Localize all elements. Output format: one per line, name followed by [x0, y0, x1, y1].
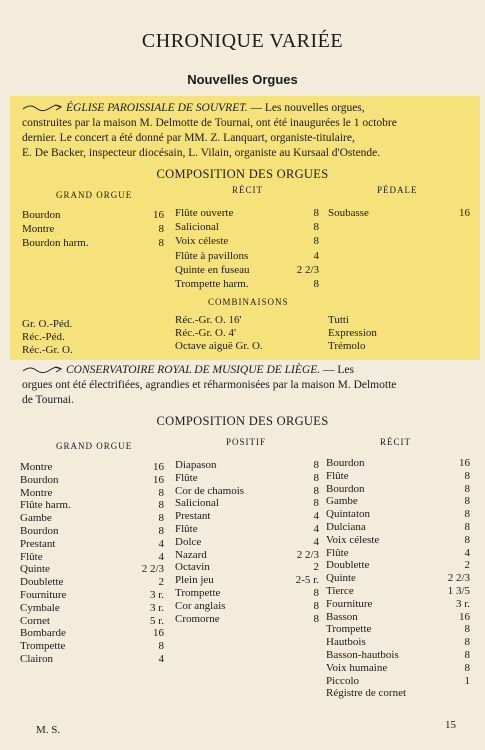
stop-size: 4	[158, 653, 164, 665]
stop-size: 8	[313, 235, 319, 248]
stop-size: 2 2/3	[447, 572, 470, 585]
stop-size: 4	[158, 537, 164, 550]
stop-name: Trompette	[20, 640, 66, 653]
stop-name: Salicional	[175, 497, 219, 510]
stop-name: Bombarde	[20, 627, 66, 640]
souvret-composition-title: COMPOSITION DES ORGUES	[156, 167, 329, 181]
stop-size: 4	[313, 510, 319, 523]
stop-name: Plein jeu	[175, 574, 214, 587]
stop-name: Doublette	[326, 559, 370, 572]
stop-size: 8	[464, 649, 470, 661]
stop-name: Diapason	[175, 459, 217, 471]
liege-col-positif: POSITIF	[226, 437, 267, 447]
souvret-text: — Les nouvelles orgues,	[250, 102, 365, 114]
stop-size: 8	[464, 508, 470, 521]
stop-size: 4	[313, 523, 319, 535]
liege-text: — Les	[322, 364, 354, 376]
combinaison-item: Réc.-Gr. O. 4'	[175, 327, 236, 339]
stop-size: 8	[158, 237, 164, 249]
stop-size: 16	[153, 473, 164, 486]
stop-name: Trompette	[326, 623, 372, 636]
stop-name: Doublette	[20, 576, 64, 589]
stop-name: Cromorne	[175, 612, 220, 625]
stop-name: Flûte	[326, 546, 349, 559]
stop-size: 8	[313, 612, 319, 625]
stop-size: 8	[464, 495, 470, 508]
stop-size: 8	[313, 207, 319, 219]
stop-name: Quinte	[20, 563, 50, 576]
stop-size: 8	[313, 221, 319, 234]
stop-size: 8	[158, 512, 164, 525]
stop-size: 4	[464, 546, 470, 559]
stop-size: 2	[464, 559, 470, 572]
stop-name: Tierce	[326, 585, 354, 597]
stop-name: Salicional	[175, 221, 219, 234]
stop-name: Quinte	[326, 572, 356, 585]
stop-name: Prestant	[20, 537, 56, 550]
footer-initials: M. S.	[36, 724, 61, 736]
stop-name: Flûte	[175, 471, 198, 484]
combinaison-item: Tutti	[328, 314, 350, 326]
stop-size: 2 2/3	[141, 563, 164, 576]
stop-name: Soubasse	[328, 207, 369, 219]
stop-size: 8	[313, 278, 319, 290]
combinaison-item: Gr. O.-Péd.	[22, 318, 73, 330]
stop-size: 16	[459, 457, 470, 469]
stop-name: Dulciana	[326, 521, 366, 533]
stop-name: Nazard	[175, 548, 207, 561]
stop-size: 8	[464, 623, 470, 636]
stop-name: Gambe	[20, 512, 52, 525]
souvret-combinaisons-title: COMBINAISONS	[208, 297, 289, 307]
liege-col-grand: GRAND ORGUE	[56, 441, 133, 451]
liege-col-recit: RÉCIT	[380, 437, 411, 447]
stop-name: Quinte en fuseau	[175, 263, 250, 276]
stop-name: Voix céleste	[326, 533, 380, 546]
stop-size: 8	[464, 469, 470, 482]
stop-size: 8	[313, 497, 319, 510]
stop-size: 2	[313, 561, 319, 574]
stop-name: Flûte	[20, 550, 43, 563]
stop-name: Flûte harm.	[20, 499, 71, 512]
stop-name: Bourdon	[20, 525, 59, 537]
stop-name: Cor anglais	[175, 599, 226, 612]
stop-size: 16	[459, 207, 470, 219]
stop-size: 4	[158, 550, 164, 563]
stop-size: 3 r.	[455, 597, 470, 610]
stop-name: Cornet	[20, 614, 50, 627]
combinaison-item: Réc.-Gr. O. 16'	[175, 314, 242, 326]
stop-name: Prestant	[175, 510, 211, 523]
stop-size: 8	[313, 599, 319, 612]
stop-name: Piccolo	[326, 674, 359, 687]
stop-name: Flûte ouverte	[175, 207, 234, 219]
stop-size: 8	[158, 640, 164, 653]
stop-size: 8	[158, 223, 164, 235]
combinaison-item: Expression	[328, 327, 377, 339]
combinaison-item: Réc.-Péd.	[22, 331, 65, 343]
stop-size: 5 r.	[149, 614, 164, 627]
stop-name: Flûte à pavillons	[175, 249, 249, 262]
souvret-col-pedale: PÉDALE	[377, 185, 418, 195]
stop-size: 8	[158, 525, 164, 537]
stop-name: Montre	[22, 223, 55, 235]
stop-name: Dolce	[175, 535, 202, 548]
souvret-paragraph	[22, 101, 470, 161]
combinaison-item: Réc.-Gr. O.	[22, 344, 73, 356]
souvret-line: construites par la maison M. Delmotte de Tournai, ont été inaugurées le 1 octobre	[22, 117, 397, 129]
stop-name: Quintaton	[326, 508, 370, 521]
stop-name: Régistre de cornet	[326, 687, 407, 700]
liege-paragraph	[22, 363, 470, 408]
stop-name: Basson	[326, 610, 358, 623]
combinaison-item: Trémolo	[328, 340, 366, 352]
stop-size: 8	[313, 471, 319, 484]
stop-name: Basson-hautbois	[326, 649, 399, 661]
stop-size: 8	[464, 636, 470, 649]
stop-name: Octavin	[175, 561, 210, 574]
stop-name: Voix humaine	[326, 661, 388, 674]
stop-size: 1	[464, 674, 470, 687]
stop-size: 8	[313, 587, 319, 599]
stop-name: Bourdon	[326, 482, 365, 495]
stop-size: 4	[313, 249, 319, 262]
stop-size: 8	[464, 521, 470, 533]
stop-name: Cor de chamois	[175, 484, 245, 497]
stop-size: 16	[153, 627, 164, 640]
combinaison-item: Octave aiguë Gr. O.	[175, 340, 263, 352]
stop-size: 2-5 r.	[295, 574, 319, 587]
stop-size: 3 r.	[149, 601, 164, 614]
stop-name: Bourdon	[20, 473, 59, 486]
stop-name: Bourdon harm.	[22, 237, 89, 249]
stop-size: 8	[464, 482, 470, 495]
stop-size: 8	[158, 499, 164, 512]
stop-size: 2 2/3	[296, 548, 319, 561]
stop-size: 16	[153, 461, 164, 473]
stop-size: 1 3/5	[447, 585, 470, 597]
stop-name: Gambe	[326, 495, 358, 508]
souvret-line: dernier. Le concert a été donné par MM. Z. Lanquart, organiste-titulaire,	[22, 132, 355, 144]
liege-composition-title: COMPOSITION DES ORGUES	[156, 414, 329, 428]
stop-name: Hautbois	[326, 636, 366, 649]
stop-name: Fourniture	[326, 597, 373, 610]
stop-name: Fourniture	[20, 589, 67, 601]
stop-size: 8	[158, 486, 164, 499]
stop-name: Voix céleste	[175, 235, 229, 248]
stop-size: 2 2/3	[296, 263, 319, 276]
stop-name: Trompette harm.	[175, 278, 249, 290]
stop-size: 2	[158, 576, 164, 589]
liege-line: orgues ont été électrifiées, agrandies et réharmonisées par la maison M. Delmotte	[22, 379, 397, 391]
liege-heading: CONSERVATOIRE ROYAL DE MUSIQUE DE LIÈGE.	[66, 364, 321, 376]
stop-size: 4	[313, 535, 319, 548]
ornament-squiggle-icon	[22, 366, 62, 374]
stop-size: 3 r.	[149, 589, 164, 601]
liege-line: de Tournai.	[22, 394, 74, 406]
stop-name: Montre	[20, 461, 53, 473]
stop-name: Flûte	[175, 523, 198, 535]
souvret-col-grand: GRAND ORGUE	[56, 190, 133, 200]
stop-size: 8	[464, 533, 470, 546]
stop-name: Cymbale	[20, 601, 60, 614]
stop-size: 16	[459, 610, 470, 623]
page-number: 15	[445, 719, 456, 731]
souvret-line: E. De Backer, inspecteur diocésain, L. Vilain, organiste au Kursaal d'Ostende.	[22, 147, 381, 159]
stop-name: Montre	[20, 486, 53, 499]
stop-size: 8	[313, 484, 319, 497]
stop-size: 16	[153, 209, 164, 221]
page-title: CHRONIQUE VARIÉE	[141, 30, 344, 52]
ornament-squiggle-icon	[22, 104, 62, 112]
stop-name: Trompette	[175, 587, 221, 599]
stop-name: Bourdon	[22, 209, 61, 221]
page-subtitle: Nouvelles Orgues	[187, 72, 298, 87]
souvret-col-recit: RÉCIT	[232, 185, 263, 195]
stop-size: 8	[313, 459, 319, 471]
souvret-heading: ÉGLISE PAROISSIALE DE SOUVRET.	[66, 102, 248, 114]
stop-name: Clairon	[20, 653, 53, 665]
stop-size: 8	[464, 661, 470, 674]
stop-name: Flûte	[326, 469, 349, 482]
stop-name: Bourdon	[326, 457, 365, 469]
